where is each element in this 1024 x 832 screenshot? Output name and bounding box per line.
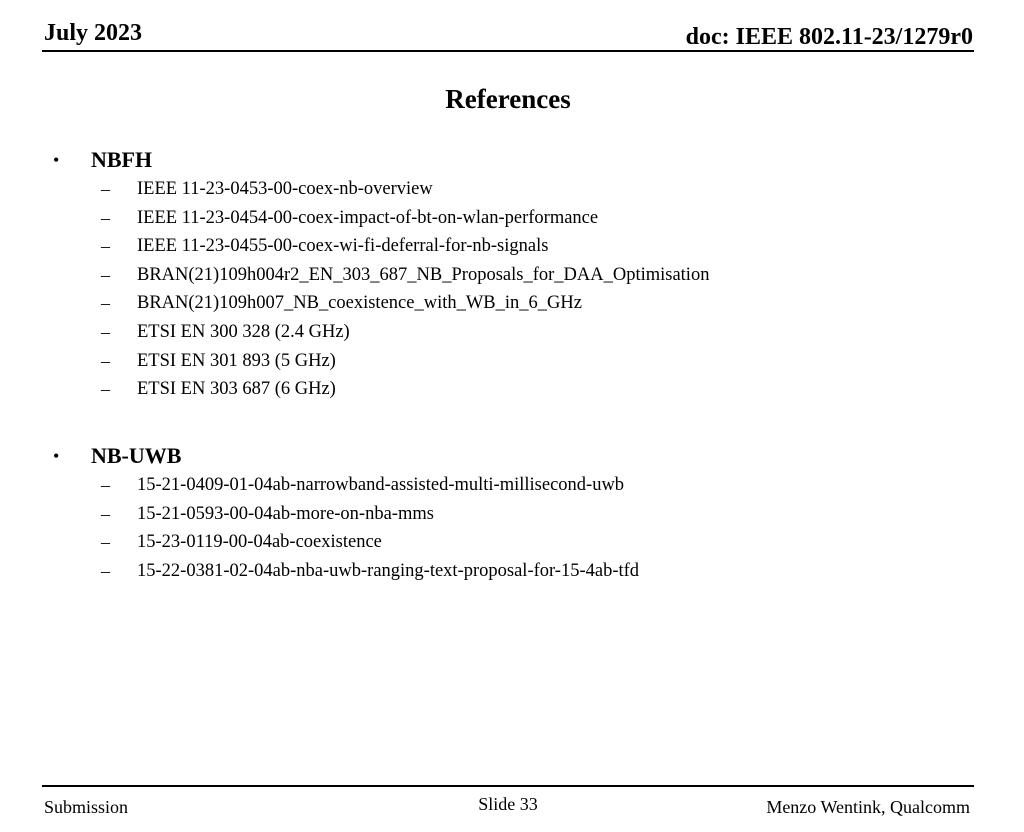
list-item xyxy=(0,471,1000,500)
reference-text: IEEE 11-23-0454-00-coex-impact-of-bt-on-wlan-performance xyxy=(137,207,599,228)
section-label: NB-UWB xyxy=(91,443,182,468)
dash-icon: – xyxy=(101,293,110,314)
footer-slide-number: Slide 33 xyxy=(478,794,538,814)
reference-list xyxy=(0,471,1000,585)
list-item xyxy=(0,289,1000,318)
header-divider xyxy=(42,50,974,52)
list-item xyxy=(0,232,1000,261)
reference-text: BRAN(21)109h007_NB_coexistence_with_WB_in_6_GHz xyxy=(137,293,582,314)
dash-icon: – xyxy=(101,179,110,199)
footer-submission: Submission xyxy=(44,797,129,817)
section-nb-uwb xyxy=(0,441,1000,585)
dash-icon: – xyxy=(101,503,110,524)
dash-icon: – xyxy=(101,350,110,371)
reference-text: IEEE 11-23-0453-00-coex-nb-overview xyxy=(137,179,433,199)
reference-text: ETSI EN 303 687 (6 GHz) xyxy=(137,379,336,400)
slide-title: References xyxy=(445,84,571,114)
dash-icon: – xyxy=(101,236,110,257)
reference-text: 15-21-0409-01-04ab-narrowband-assisted-multi-millisecond-uwb xyxy=(137,475,625,495)
list-item xyxy=(0,375,1000,404)
list-item xyxy=(0,175,1000,204)
bullet-icon: • xyxy=(53,446,60,466)
list-item xyxy=(0,500,1000,529)
reference-text: ETSI EN 301 893 (5 GHz) xyxy=(137,350,336,371)
list-item xyxy=(0,528,1000,557)
dash-icon: – xyxy=(101,321,110,342)
dash-icon: – xyxy=(101,207,110,228)
section-head xyxy=(0,441,1000,471)
dash-icon: – xyxy=(101,560,110,581)
reference-text: ETSI EN 300 328 (2.4 GHz) xyxy=(137,321,350,342)
section-label: NBFH xyxy=(91,147,153,172)
list-item xyxy=(0,261,1000,290)
list-item xyxy=(0,557,1000,586)
footer-author: Menzo Wentink, Qualcomm xyxy=(766,797,970,817)
list-item xyxy=(0,347,1000,376)
section-head xyxy=(0,145,1000,175)
list-item xyxy=(0,204,1000,233)
dash-icon: – xyxy=(101,475,110,495)
header-doc-id: doc: IEEE 802.11-23/1279r0 xyxy=(685,24,973,50)
reference-text: IEEE 11-23-0455-00-coex-wi-fi-deferral-for-nb-signals xyxy=(137,236,549,257)
dash-icon: – xyxy=(101,379,110,400)
header-date: July 2023 xyxy=(44,20,143,46)
dash-icon: – xyxy=(101,532,110,553)
bullet-icon: • xyxy=(53,150,60,170)
reference-text: 15-23-0119-00-04ab-coexistence xyxy=(137,532,382,553)
reference-text: 15-22-0381-02-04ab-nba-uwb-ranging-text-proposal-for-15-4ab-tfd xyxy=(137,560,640,581)
reference-text: BRAN(21)109h004r2_EN_303_687_NB_Proposals_for_DAA_Optimisation xyxy=(137,264,710,285)
dash-icon: – xyxy=(101,264,110,285)
list-item xyxy=(0,318,1000,347)
section-nbfh xyxy=(0,145,1000,404)
footer-divider xyxy=(42,785,974,787)
reference-text: 15-21-0593-00-04ab-more-on-nba-mms xyxy=(137,503,434,524)
reference-list xyxy=(0,175,1000,404)
